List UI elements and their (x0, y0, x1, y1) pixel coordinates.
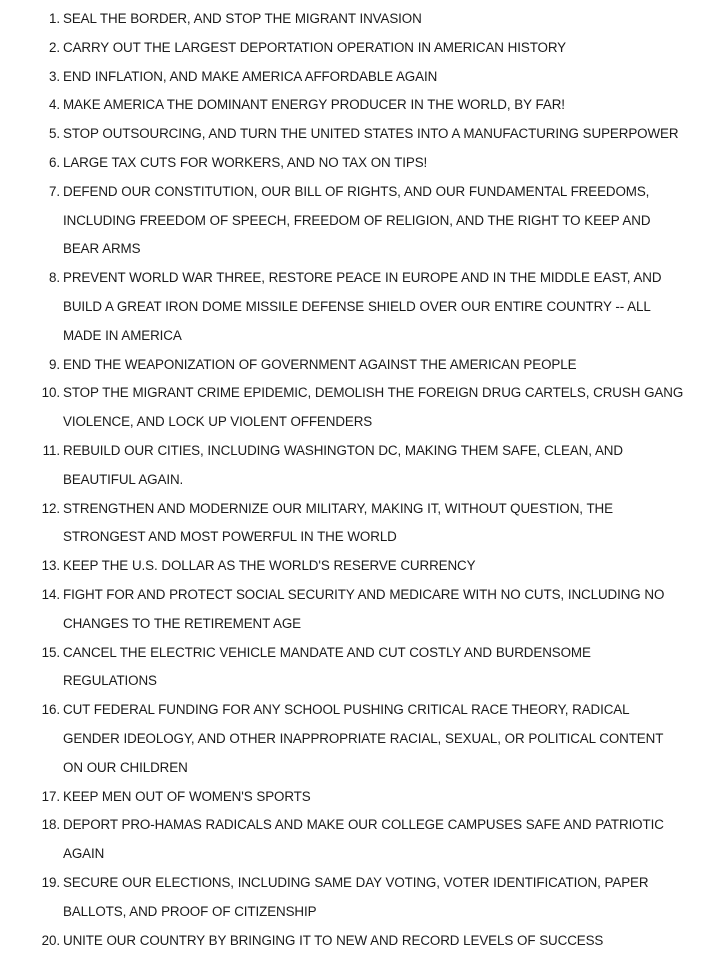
list-item (0, 783, 713, 812)
item-number: 7. (0, 178, 63, 207)
item-text: LARGE TAX CUTS FOR WORKERS, AND NO TAX ON TIPS! (63, 149, 685, 178)
list-item (0, 495, 713, 553)
item-number: 10. (0, 379, 63, 408)
item-text: PREVENT WORLD WAR THREE, RESTORE PEACE IN EUROPE AND IN THE MIDDLE EAST, AND BUILD A GREAT IRON DOME MISSILE DEFENSE SHIELD OVER OUR ENTIRE COUNTRY -- ALL MADE IN AMERICA (63, 264, 685, 350)
item-text: CUT FEDERAL FUNDING FOR ANY SCHOOL PUSHING CRITICAL RACE THEORY, RADICAL GENDER IDEOLOGY, AND OTHER INAPPROPRIATE RACIAL, SEXUAL, OR POLITICAL CONTENT ON OUR CHILDREN (63, 696, 685, 782)
item-number: 5. (0, 120, 63, 149)
numbered-list (0, 5, 713, 955)
item-number: 12. (0, 495, 63, 524)
item-number: 6. (0, 149, 63, 178)
item-number: 17. (0, 783, 63, 812)
list-item (0, 927, 713, 955)
list-item (0, 552, 713, 581)
item-number: 9. (0, 351, 63, 380)
item-number: 13. (0, 552, 63, 581)
item-number: 20. (0, 927, 63, 955)
item-number: 19. (0, 869, 63, 898)
list-item (0, 34, 713, 63)
item-text: MAKE AMERICA THE DOMINANT ENERGY PRODUCER IN THE WORLD, BY FAR! (63, 91, 685, 120)
list-item (0, 120, 713, 149)
item-text: SEAL THE BORDER, AND STOP THE MIGRANT INVASION (63, 5, 685, 34)
item-number: 3. (0, 63, 63, 92)
list-item (0, 869, 713, 927)
item-text: END INFLATION, AND MAKE AMERICA AFFORDABLE AGAIN (63, 63, 685, 92)
list-item (0, 91, 713, 120)
list-item (0, 581, 713, 639)
item-number: 2. (0, 34, 63, 63)
list-item (0, 351, 713, 380)
item-text: STRENGTHEN AND MODERNIZE OUR MILITARY, MAKING IT, WITHOUT QUESTION, THE STRONGEST AND MOST POWERFUL IN THE WORLD (63, 495, 685, 553)
list-item (0, 5, 713, 34)
item-number: 11. (0, 437, 63, 466)
list-item (0, 437, 713, 495)
item-number: 1. (0, 5, 63, 34)
item-text: REBUILD OUR CITIES, INCLUDING WASHINGTON DC, MAKING THEM SAFE, CLEAN, AND BEAUTIFUL AGAIN. (63, 437, 685, 495)
item-text: DEPORT PRO-HAMAS RADICALS AND MAKE OUR COLLEGE CAMPUSES SAFE AND PATRIOTIC AGAIN (63, 811, 685, 869)
item-text: FIGHT FOR AND PROTECT SOCIAL SECURITY AND MEDICARE WITH NO CUTS, INCLUDING NO CHANGES TO THE RETIREMENT AGE (63, 581, 685, 639)
list-item (0, 696, 713, 782)
item-number: 15. (0, 639, 63, 668)
item-text: CARRY OUT THE LARGEST DEPORTATION OPERATION IN AMERICAN HISTORY (63, 34, 685, 63)
item-text: KEEP THE U.S. DOLLAR AS THE WORLD'S RESERVE CURRENCY (63, 552, 685, 581)
list-item (0, 264, 713, 350)
item-text: STOP THE MIGRANT CRIME EPIDEMIC, DEMOLISH THE FOREIGN DRUG CARTELS, CRUSH GANG VIOLENCE, AND LOCK UP VIOLENT OFFENDERS (63, 379, 685, 437)
item-number: 18. (0, 811, 63, 840)
item-text: KEEP MEN OUT OF WOMEN'S SPORTS (63, 783, 685, 812)
item-text: STOP OUTSOURCING, AND TURN THE UNITED STATES INTO A MANUFACTURING SUPERPOWER (63, 120, 685, 149)
list-item (0, 178, 713, 264)
list-item (0, 63, 713, 92)
item-text: CANCEL THE ELECTRIC VEHICLE MANDATE AND CUT COSTLY AND BURDENSOME REGULATIONS (63, 639, 685, 697)
item-number: 16. (0, 696, 63, 725)
item-number: 14. (0, 581, 63, 610)
item-text: END THE WEAPONIZATION OF GOVERNMENT AGAINST THE AMERICAN PEOPLE (63, 351, 685, 380)
list-item (0, 639, 713, 697)
list-item (0, 149, 713, 178)
list-item (0, 379, 713, 437)
item-number: 4. (0, 91, 63, 120)
list-item (0, 811, 713, 869)
item-text: SECURE OUR ELECTIONS, INCLUDING SAME DAY VOTING, VOTER IDENTIFICATION, PAPER BALLOTS, AND PROOF OF CITIZENSHIP (63, 869, 685, 927)
item-text: DEFEND OUR CONSTITUTION, OUR BILL OF RIGHTS, AND OUR FUNDAMENTAL FREEDOMS, INCLUDING FREEDOM OF SPEECH, FREEDOM OF RELIGION, AND THE RIGHT TO KEEP AND BEAR ARMS (63, 178, 685, 264)
item-text: UNITE OUR COUNTRY BY BRINGING IT TO NEW AND RECORD LEVELS OF SUCCESS (63, 927, 685, 955)
item-number: 8. (0, 264, 63, 293)
